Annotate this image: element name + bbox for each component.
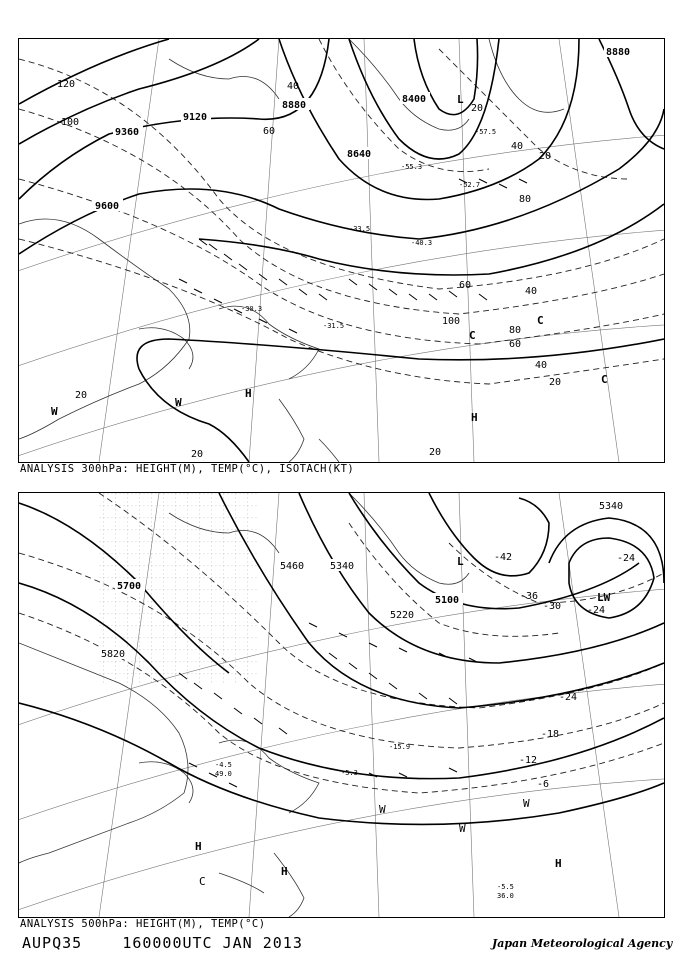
agency-name: Japan Meteorological Agency xyxy=(492,937,673,950)
low-warm-center: LW xyxy=(597,591,611,604)
station-value: -5.3 xyxy=(341,769,358,777)
upper-chart-map xyxy=(19,39,664,462)
cold-center: C xyxy=(469,329,476,342)
high-center: H xyxy=(245,387,252,400)
graticule xyxy=(19,39,664,462)
high-center: H xyxy=(281,865,288,878)
isotach-label: 60 xyxy=(459,280,472,291)
station-value: -15.9 xyxy=(389,743,411,751)
height-label: 5700 xyxy=(117,581,142,592)
low-center: L xyxy=(457,93,464,106)
isotach-label: 60 xyxy=(263,126,276,137)
isotach-label: 100 xyxy=(61,117,80,128)
chart-id: AUPQ35 xyxy=(22,934,83,952)
temp-label: -33.5 xyxy=(349,225,371,233)
lower-chart-map xyxy=(19,493,664,917)
isotach-label: 20 xyxy=(471,103,484,114)
lower-temp-labels xyxy=(494,552,635,790)
high-center: H xyxy=(555,857,562,870)
temp-label: -12 xyxy=(519,755,538,766)
isotach-label: 20 xyxy=(75,390,88,401)
isotach-label: 100 xyxy=(442,316,461,327)
high-center: H xyxy=(195,840,202,853)
height-label: 5340 xyxy=(599,501,624,512)
height-label: 5460 xyxy=(280,561,305,572)
temp-label: -18 xyxy=(541,729,560,740)
temp-label: -52.7 xyxy=(459,181,481,189)
isotach-label: 60 xyxy=(509,339,522,350)
warm-center: W xyxy=(175,396,182,409)
station-value: 36.0 xyxy=(497,892,514,900)
temp-label: -36 xyxy=(520,591,539,602)
temp-label: -30.3 xyxy=(241,305,263,313)
temp-label: -55.3 xyxy=(401,163,423,171)
isotach-label: 20 xyxy=(429,447,442,458)
height-label: 8880 xyxy=(282,100,307,111)
station-value: -5.5 xyxy=(497,883,514,891)
isotach-label: 20 xyxy=(191,449,204,460)
height-label: 5820 xyxy=(101,649,126,660)
height-label: 9600 xyxy=(95,201,120,212)
cold-center: C xyxy=(601,373,608,386)
isotach-label: 20 xyxy=(549,377,562,388)
isotach-label: 80 xyxy=(509,325,522,336)
lower-chart-caption: ANALYSIS 500hPa: HEIGHT(M), TEMP(°C) xyxy=(20,918,266,930)
upper-chart-300hpa xyxy=(18,38,665,463)
height-label: 9120 xyxy=(183,112,208,123)
cold-center: C xyxy=(537,314,544,327)
upper-height-labels xyxy=(93,45,634,212)
cold-center: C xyxy=(199,875,206,888)
height-label: 8640 xyxy=(347,149,372,160)
temp-label: -57.5 xyxy=(475,128,497,136)
isotach-label: 120 xyxy=(57,79,76,90)
height-label: 8400 xyxy=(402,94,427,105)
warm-center: W xyxy=(459,822,466,835)
isotach-label: 20 xyxy=(539,151,552,162)
station-value: 49.0 xyxy=(215,770,232,778)
warm-center: W xyxy=(51,405,58,418)
height-label: 9360 xyxy=(115,127,140,138)
low-center: L xyxy=(457,555,464,568)
height-label: 5220 xyxy=(390,610,415,621)
height-contours xyxy=(19,39,664,462)
warm-center: W xyxy=(379,803,386,816)
temp-label: -40.3 xyxy=(411,239,433,247)
temp-label: -24 xyxy=(587,605,606,616)
station-value: -4.5 xyxy=(215,761,232,769)
temp-label: -24 xyxy=(617,553,636,564)
temp-label: -24 xyxy=(559,692,578,703)
isotach-label: 80 xyxy=(519,194,532,205)
temp-label: -42 xyxy=(494,552,513,563)
isotach-label: 40 xyxy=(525,286,538,297)
upper-chart-caption: ANALYSIS 300hPa: HEIGHT(M), TEMP(°C), ISOTACH(KT) xyxy=(20,463,355,475)
wind-barbs xyxy=(179,179,527,333)
lower-chart-500hpa xyxy=(18,492,665,918)
height-label: 5340 xyxy=(330,561,355,572)
height-label: 5100 xyxy=(435,595,460,606)
valid-time: 160000UTC JAN 2013 xyxy=(122,934,303,952)
height-label: 8880 xyxy=(606,47,631,58)
temp-label: -30 xyxy=(543,601,562,612)
isotach-label: 40 xyxy=(511,141,524,152)
chart-id-line xyxy=(22,934,303,952)
temp-label: -31.5 xyxy=(323,322,345,330)
isotach-label: 40 xyxy=(535,360,548,371)
isotach-label: 40 xyxy=(287,81,300,92)
temp-label: -6 xyxy=(537,779,550,790)
high-center: H xyxy=(471,411,478,424)
warm-center: W xyxy=(523,797,530,810)
